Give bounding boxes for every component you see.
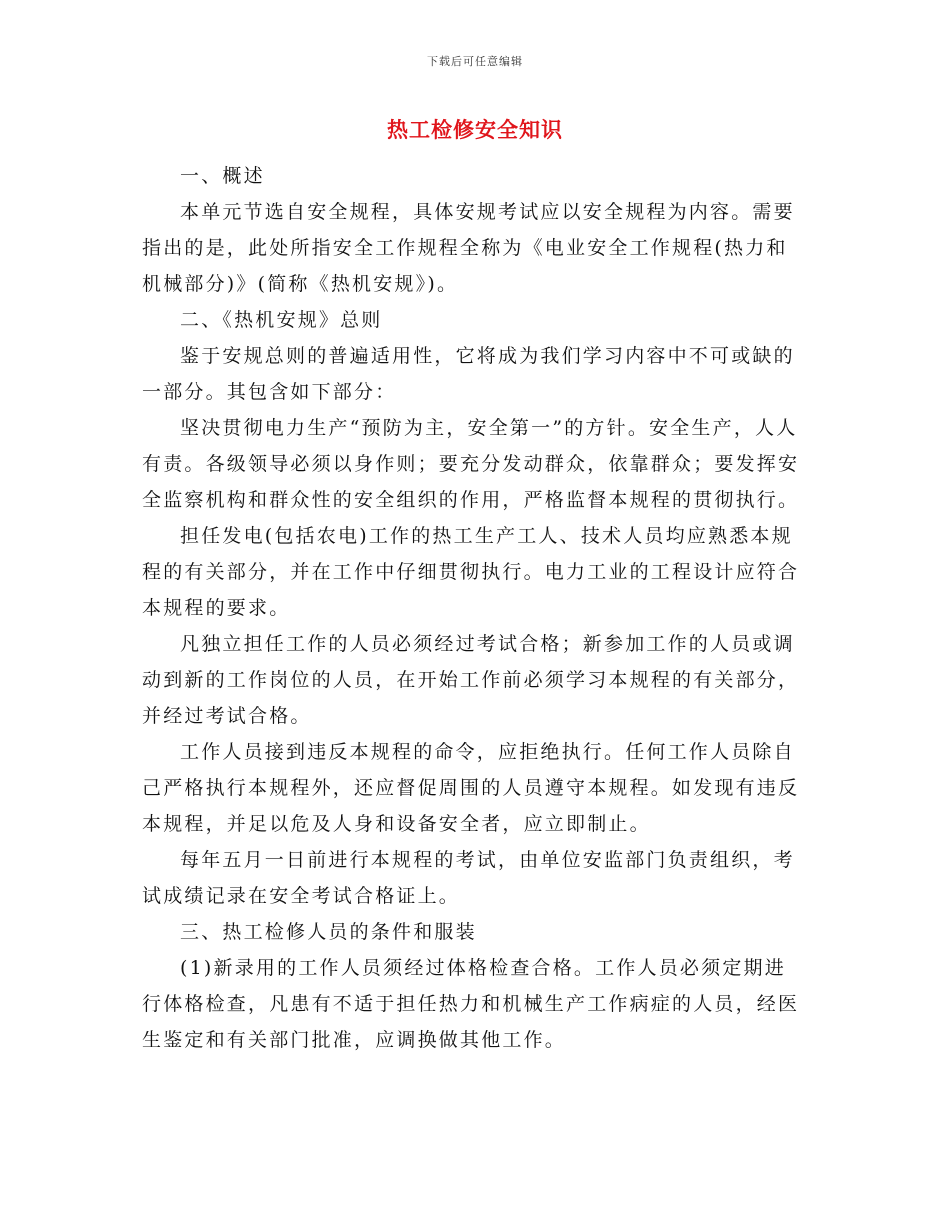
paragraph: 鉴于安规总则的普遍适用性，它将成为我们学习内容中不可或缺的一部分。其包含如下部分： (142, 345, 795, 403)
paragraph: 凡独立担任工作的人员必须经过考试合格；新参加工作的人员或调动到新的工作岗位的人员，在开始工作前必须学习本规程的有关部分，并经过考试合格。 (142, 633, 800, 727)
section-heading: 三、热工检修人员的条件和服装 (180, 921, 477, 943)
paragraph: 本单元节选自安全规程，具体安规考试应以安全规程为内容。需要指出的是，此处所指安全工作规程全称为《电业安全工作规程(热力和机械部分)》(简称《热机安规》)。 (142, 201, 795, 295)
paragraph: (1)新录用的工作人员须经过体格检查合格。工作人员必须定期进行体格检查，凡患有不适于担任热力和机械生产工作病症的人员，经医生鉴定和有关部门批准，应调换做其他工作。 (142, 957, 800, 1051)
document-body (142, 158, 807, 1058)
section-heading: 一、概述 (180, 165, 265, 187)
page-header: 下载后可任意编辑 (427, 55, 523, 68)
section-heading: 二、《热机安规》总则 (180, 309, 383, 331)
paragraph: 工作人员接到违反本规程的命令，应拒绝执行。任何工作人员除自己严格执行本规程外，还应督促周围的人员遵守本规程。如发现有违反本规程，并足以危及人身和设备安全者，应立即制止。 (142, 741, 800, 835)
paragraph: 担任发电(包括农电)工作的热工生产工人、技术人员均应熟悉本规程的有关部分，并在工作中仔细贯彻执行。电力工业的工程设计应符合本规程的要求。 (142, 525, 800, 619)
paragraph: 每年五月一日前进行本规程的考试，由单位安监部门负责组织，考试成绩记录在安全考试合格证上。 (142, 849, 795, 907)
paragraph: 坚决贯彻电力生产“预防为主，安全第一”的方针。安全生产，人人有责。各级领导必须以身作则；要充分发动群众，依靠群众；要发挥安全监察机构和群众性的安全组织的作用，严格监督本规程的贯彻执行。 (142, 417, 800, 511)
document-title: 热工检修安全知识 (387, 117, 563, 142)
